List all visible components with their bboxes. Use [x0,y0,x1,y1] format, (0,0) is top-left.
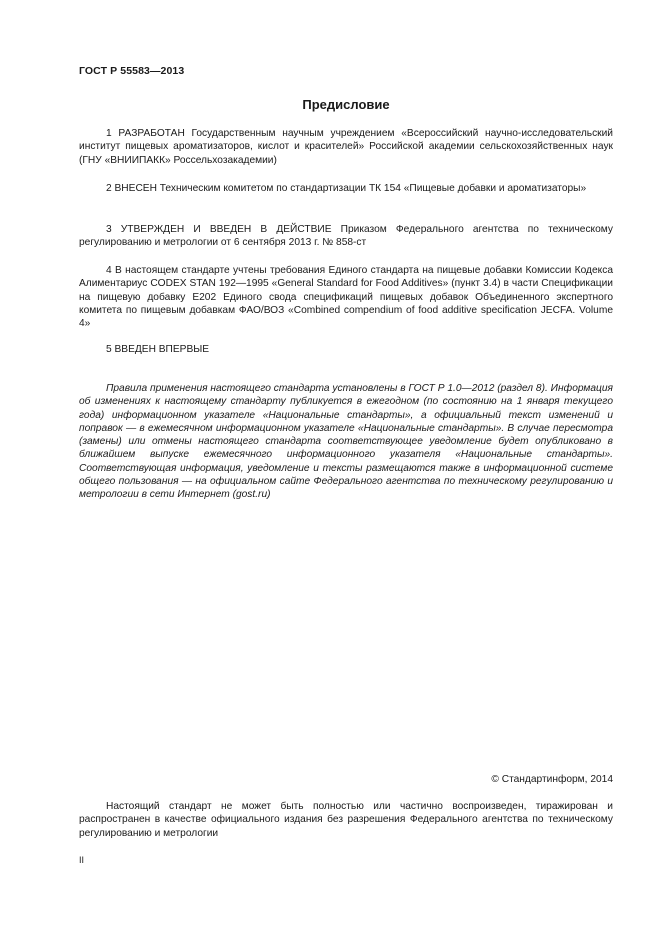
paragraph-1: 1 РАЗРАБОТАН Государственным научным учреждением «Всероссийский научно-исследовательский институт пищевых ароматизаторов, кислот и красителей» Российской академии сельскохозяйственных наук (ГНУ «ВНИИПАКК» Россельхозакадемии) [79,128,613,166]
document-id: ГОСТ Р 55583—2013 [79,65,185,77]
reproduction-notice: Настоящий стандарт не может быть полностью или частично воспроизведен, тиражирован и распространен в качестве официального издания без разрешения Федерального агентства по техническому регулированию и метрологии [79,801,613,839]
usage-notice: Правила применения настоящего стандарта установлены в ГОСТ Р 1.0—2012 (раздел 8). Информация об изменениях к настоящему стандарту публикуется в ежегодном (по состоянию на 1 января текущего года) информационном указателе «Национальные стандарты», а официальный текст изменений и поправок — в ежемесячном информационном указателе «Национальные стандарты». В случае пересмотра (замены) или отмены настоящего стандарта соответствующее уведомление будет опубликовано в ближайшем выпуске ежемесячного информационного указателя «Национальные стандарты». Соответствующая информация, уведомление и тексты размещаются также в информационной системе общего пользования — на официальном сайте Федерального агентства по техническому регулированию и метрологии в сети Интернет (gost.ru) [79,383,613,501]
paragraph-5: 5 ВВЕДЕН ВПЕРВЫЕ [106,344,210,355]
paragraph-2: 2 ВНЕСЕН Техническим комитетом по стандартизации ТК 154 «Пищевые добавки и ароматизаторы» [106,183,587,194]
paragraph-4: 4 В настоящем стандарте учтены требования Единого стандарта на пищевые добавки Комиссии Кодекса Алиментариус CODEX STAN 192—1995 «General Standard for Food Additives» (пункт 3.4) в части Спецификации на пищевую добавку Е202 Единого свода спецификаций пищевых добавок Объединенного экспертного комитета по пищевым добавкам ФАО/ВОЗ «Combined compendium of food additive specification JECFA. Volume 4» [79,265,613,330]
section-title: Предисловие [302,97,390,112]
page-number: II [79,855,85,865]
paragraph-3: 3 УТВЕРЖДЕН И ВВЕДЕН В ДЕЙСТВИЕ Приказом Федерального агентства по техническому регулированию и метрологии от 6 сентября 2013 г. № 858-ст [79,224,613,249]
copyright: © Стандартинформ, 2014 [491,774,613,785]
